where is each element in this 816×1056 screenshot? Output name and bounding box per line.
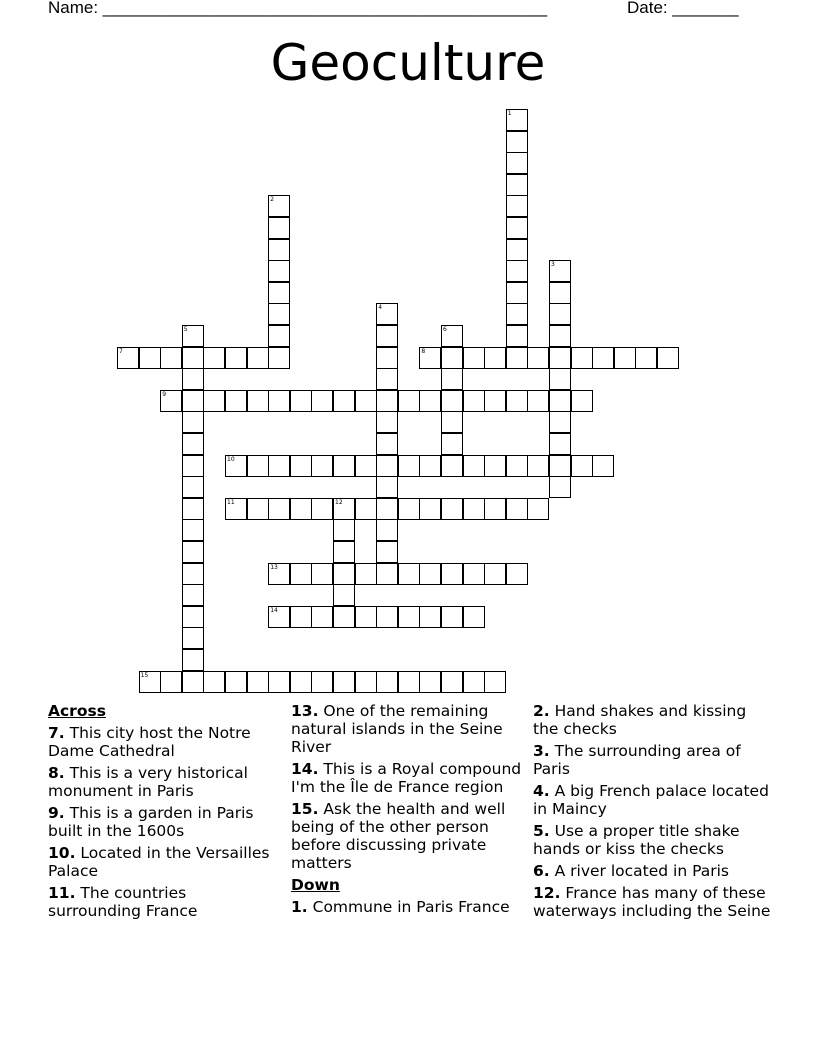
clue-number: 1. (291, 898, 308, 916)
grid-cell[interactable] (484, 563, 506, 585)
clue-text: The countries surrounding France (48, 884, 198, 920)
clue-number: 14. (291, 760, 319, 778)
clue-text: France has many of these waterways including the Seine (533, 884, 771, 920)
grid-cell[interactable] (441, 411, 463, 433)
grid-cell[interactable] (268, 217, 290, 239)
grid-cell[interactable] (268, 455, 290, 477)
grid-cell[interactable] (419, 563, 441, 585)
grid-cell[interactable] (247, 455, 269, 477)
clue-across-7 (48, 724, 280, 760)
clue-number: 9. (48, 804, 65, 822)
grid-cell[interactable] (484, 455, 506, 477)
grid-cell[interactable] (355, 390, 377, 412)
clue-text: A river located in Paris (554, 862, 729, 880)
clue-down-12 (533, 884, 773, 920)
grid-cell[interactable] (549, 390, 571, 412)
grid-cell[interactable] (376, 390, 398, 412)
grid-cell[interactable] (398, 563, 420, 585)
grid-cell[interactable] (419, 390, 441, 412)
grid-cell[interactable] (441, 498, 463, 520)
clue-down-5 (533, 822, 773, 858)
grid-cell[interactable] (311, 563, 333, 585)
grid-cell[interactable] (182, 368, 204, 390)
grid-cell[interactable] (506, 498, 528, 520)
down-heading: Down (291, 876, 340, 894)
grid-cell[interactable] (182, 455, 204, 477)
grid-cell[interactable] (463, 347, 485, 369)
grid-cell[interactable] (441, 671, 463, 693)
grid-cell[interactable] (441, 455, 463, 477)
grid-cell[interactable] (549, 411, 571, 433)
across-heading: Across (48, 702, 106, 720)
grid-cell[interactable] (549, 476, 571, 498)
grid-cell[interactable] (506, 455, 528, 477)
grid-cell[interactable] (268, 260, 290, 282)
cell-number: 4 (378, 304, 383, 312)
grid-cell[interactable] (355, 606, 377, 628)
clue-text: This is a very historical monument in Paris (48, 764, 248, 800)
clue-text: This is a Royal compound I'm the Île de France region (291, 760, 522, 796)
grid-cell[interactable] (333, 584, 355, 606)
grid-cell[interactable] (635, 347, 657, 369)
grid-cell[interactable] (484, 347, 506, 369)
clue-text: Hand shakes and kissing the checks (533, 702, 747, 738)
grid-cell[interactable] (182, 519, 204, 541)
grid-cell[interactable] (182, 390, 204, 412)
grid-cell[interactable] (225, 347, 247, 369)
grid-cell[interactable] (441, 347, 463, 369)
clues-column-1 (48, 702, 280, 924)
grid-cell[interactable] (506, 260, 528, 282)
grid-cell[interactable] (290, 563, 312, 585)
grid-cell[interactable] (247, 671, 269, 693)
grid-cell[interactable] (376, 671, 398, 693)
grid-cell[interactable] (506, 239, 528, 261)
grid-cell[interactable] (506, 195, 528, 217)
grid-cell[interactable] (182, 584, 204, 606)
clue-number: 6. (533, 862, 550, 880)
grid-cell[interactable] (376, 455, 398, 477)
cell-number: 5 (183, 326, 188, 333)
grid-cell[interactable] (549, 368, 571, 390)
clue-text: The surrounding area of Paris (533, 742, 741, 778)
grid-cell[interactable] (182, 606, 204, 628)
grid-cell[interactable] (398, 671, 420, 693)
clue-number: 7. (48, 724, 65, 742)
grid-cell[interactable] (139, 347, 161, 369)
grid-cell[interactable] (571, 347, 593, 369)
cell-number: 2 (270, 196, 275, 204)
clues-column-2 (291, 702, 525, 920)
grid-cell[interactable] (355, 671, 377, 693)
grid-cell[interactable] (268, 671, 290, 693)
grid-cell[interactable] (376, 519, 398, 541)
clue-down-1 (291, 898, 525, 916)
grid-cell[interactable] (182, 649, 204, 671)
grid-cell[interactable] (268, 347, 290, 369)
grid-cell[interactable] (441, 563, 463, 585)
grid-cell[interactable] (506, 131, 528, 153)
grid-cell[interactable] (376, 347, 398, 369)
grid-cell[interactable] (182, 541, 204, 563)
grid-cell[interactable] (268, 282, 290, 304)
grid-cell[interactable] (549, 282, 571, 304)
grid-cell[interactable] (225, 498, 247, 520)
grid-cell[interactable] (484, 671, 506, 693)
grid-cell[interactable] (311, 606, 333, 628)
grid-cell[interactable] (506, 217, 528, 239)
grid-cell[interactable] (506, 109, 528, 131)
grid-cell[interactable] (506, 152, 528, 174)
grid-cell[interactable] (549, 455, 571, 477)
clue-text: Located in the Versailles Palace (48, 844, 270, 880)
grid-cell[interactable] (203, 671, 225, 693)
grid-cell[interactable] (160, 347, 182, 369)
clue-across-11 (48, 884, 280, 920)
clue-number: 3. (533, 742, 550, 760)
grid-cell[interactable] (398, 606, 420, 628)
clue-number: 15. (291, 800, 319, 818)
cell-number: 13 (270, 563, 278, 571)
clues-column-3 (533, 702, 773, 924)
grid-cell[interactable] (182, 498, 204, 520)
grid-cell[interactable] (549, 303, 571, 325)
grid-cell[interactable] (506, 303, 528, 325)
grid-cell[interactable] (311, 671, 333, 693)
grid-cell[interactable] (182, 433, 204, 455)
grid-cell[interactable] (463, 498, 485, 520)
grid-cell[interactable] (182, 476, 204, 498)
cell-number: 3 (551, 261, 555, 269)
grid-cell[interactable] (419, 455, 441, 477)
grid-cell[interactable] (419, 671, 441, 693)
grid-cell[interactable] (268, 239, 290, 261)
cell-number: 9 (162, 390, 167, 398)
grid-cell[interactable] (376, 563, 398, 585)
grid-cell[interactable] (376, 368, 398, 390)
clue-across-9 (48, 804, 280, 840)
grid-cell[interactable] (463, 390, 485, 412)
grid-cell[interactable] (290, 606, 312, 628)
grid-cell[interactable] (268, 303, 290, 325)
grid-cell[interactable] (441, 390, 463, 412)
clue-number: 4. (533, 782, 550, 800)
grid-cell[interactable] (506, 563, 528, 585)
cell-number: 14 (270, 606, 278, 614)
grid-cell[interactable] (398, 455, 420, 477)
clue-number: 11. (48, 884, 76, 902)
clue-number: 12. (533, 884, 561, 902)
grid-cell[interactable] (139, 671, 161, 693)
grid-cell[interactable] (549, 433, 571, 455)
cell-number: 8 (421, 347, 426, 355)
clue-down-3 (533, 742, 773, 778)
grid-cell[interactable] (463, 671, 485, 693)
clue-text: One of the remaining natural islands in the Seine River (291, 702, 503, 756)
grid-cell[interactable] (376, 476, 398, 498)
grid-cell[interactable] (376, 411, 398, 433)
grid-cell[interactable] (441, 433, 463, 455)
clue-number: 5. (533, 822, 550, 840)
grid-cell[interactable] (506, 390, 528, 412)
grid-cell[interactable] (657, 347, 679, 369)
grid-cell[interactable] (333, 519, 355, 541)
grid-cell[interactable] (268, 563, 290, 585)
grid-cell[interactable] (592, 455, 614, 477)
cell-number: 15 (140, 671, 149, 679)
grid-cell[interactable] (527, 347, 549, 369)
cell-number: 10 (227, 455, 235, 463)
grid-cell[interactable] (182, 627, 204, 649)
grid-cell[interactable] (311, 498, 333, 520)
grid-cell[interactable] (398, 390, 420, 412)
grid-cell[interactable] (333, 390, 355, 412)
grid-cell[interactable] (268, 195, 290, 217)
grid-cell[interactable] (484, 390, 506, 412)
clue-text: Commune in Paris France (312, 898, 510, 916)
cell-number: 6 (443, 326, 447, 333)
clue-number: 8. (48, 764, 65, 782)
clue-down-2 (533, 702, 773, 738)
grid-cell[interactable] (290, 390, 312, 412)
grid-cell[interactable] (333, 455, 355, 477)
grid-cell[interactable] (333, 541, 355, 563)
grid-cell[interactable] (527, 498, 549, 520)
grid-cell[interactable] (527, 455, 549, 477)
name-line: Name: _______________________________________________ (48, 0, 548, 17)
clue-number: 13. (291, 702, 319, 720)
grid-cell[interactable] (484, 498, 506, 520)
grid-cell[interactable] (160, 390, 182, 412)
grid-cell[interactable] (549, 260, 571, 282)
grid-cell[interactable] (571, 455, 593, 477)
date-line: Date: _______ (627, 0, 739, 17)
clue-text: This city host the Notre Dame Cathedral (48, 724, 251, 760)
grid-cell[interactable] (463, 606, 485, 628)
grid-cell[interactable] (268, 325, 290, 347)
grid-cell[interactable] (614, 347, 636, 369)
grid-cell[interactable] (182, 325, 204, 347)
clue-across-10 (48, 844, 280, 880)
grid-cell[interactable] (247, 390, 269, 412)
grid-cell[interactable] (419, 606, 441, 628)
grid-cell[interactable] (506, 282, 528, 304)
grid-cell[interactable] (203, 347, 225, 369)
grid-cell[interactable] (268, 606, 290, 628)
grid-cell[interactable] (549, 325, 571, 347)
clue-across-13 (291, 702, 525, 756)
grid-cell[interactable] (419, 498, 441, 520)
grid-cell[interactable] (290, 498, 312, 520)
grid-cell[interactable] (182, 347, 204, 369)
clue-across-14 (291, 760, 525, 796)
clue-number: 2. (533, 702, 550, 720)
clue-down-4 (533, 782, 773, 818)
grid-cell[interactable] (571, 390, 593, 412)
grid-cell[interactable] (247, 498, 269, 520)
grid-cell[interactable] (419, 347, 441, 369)
grid-cell[interactable] (333, 498, 355, 520)
grid-cell[interactable] (506, 174, 528, 196)
grid-cell[interactable] (182, 411, 204, 433)
grid-cell[interactable] (247, 347, 269, 369)
grid-cell[interactable] (355, 498, 377, 520)
grid-cell[interactable] (549, 347, 571, 369)
grid-cell[interactable] (117, 347, 139, 369)
grid-cell[interactable] (268, 390, 290, 412)
grid-cell[interactable] (225, 671, 247, 693)
grid-cell[interactable] (376, 541, 398, 563)
grid-cell[interactable] (225, 455, 247, 477)
grid-cell[interactable] (311, 390, 333, 412)
grid-cell[interactable] (376, 325, 398, 347)
grid-cell[interactable] (441, 325, 463, 347)
clue-number: 10. (48, 844, 76, 862)
grid-cell[interactable] (355, 455, 377, 477)
grid-cell[interactable] (527, 390, 549, 412)
grid-cell[interactable] (592, 347, 614, 369)
grid-cell[interactable] (355, 563, 377, 585)
grid-cell[interactable] (268, 498, 290, 520)
grid-cell[interactable] (376, 498, 398, 520)
grid-cell[interactable] (182, 563, 204, 585)
clue-across-15 (291, 800, 525, 872)
grid-cell[interactable] (333, 563, 355, 585)
grid-cell[interactable] (333, 671, 355, 693)
grid-cell[interactable] (290, 671, 312, 693)
cell-number: 1 (507, 110, 512, 117)
cell-number: 11 (227, 498, 235, 506)
cell-number: 12 (335, 498, 343, 506)
clue-text: Use a proper title shake hands or kiss the checks (533, 822, 740, 858)
grid-cell[interactable] (290, 455, 312, 477)
puzzle-title: Geoculture (270, 34, 546, 92)
grid-cell[interactable] (311, 455, 333, 477)
cell-number: 7 (119, 347, 123, 355)
clue-down-6 (533, 862, 773, 880)
clue-text: A big French palace located in Maincy (533, 782, 769, 818)
grid-cell[interactable] (182, 671, 204, 693)
grid-cell[interactable] (506, 347, 528, 369)
grid-cell[interactable] (441, 368, 463, 390)
clue-text: Ask the health and well being of the other person before discussing private matters (291, 800, 506, 872)
grid-cell[interactable] (463, 563, 485, 585)
grid-cell[interactable] (160, 671, 182, 693)
grid-cell[interactable] (203, 390, 225, 412)
grid-cell[interactable] (376, 433, 398, 455)
grid-cell[interactable] (376, 303, 398, 325)
grid-cell[interactable] (376, 606, 398, 628)
grid-cell[interactable] (463, 455, 485, 477)
grid-cell[interactable] (398, 498, 420, 520)
grid-cell[interactable] (506, 325, 528, 347)
grid-cell[interactable] (225, 390, 247, 412)
grid-cell[interactable] (441, 606, 463, 628)
grid-cell[interactable] (333, 606, 355, 628)
clue-text: This is a garden in Paris built in the 1600s (48, 804, 254, 840)
clue-across-8 (48, 764, 280, 800)
